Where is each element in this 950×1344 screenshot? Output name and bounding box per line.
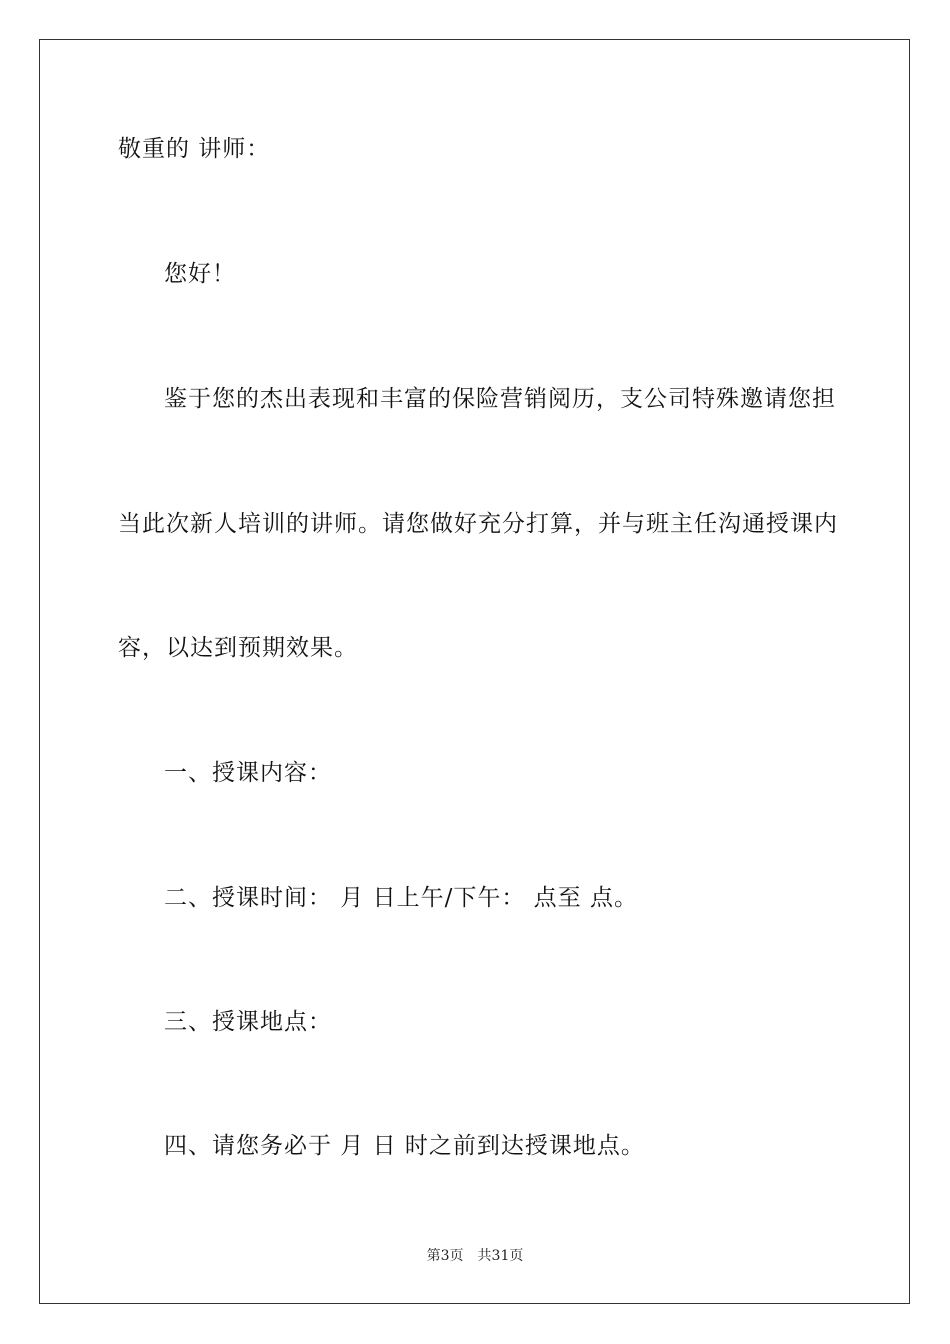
page-border xyxy=(39,39,910,1304)
body-line-3: 容，以达到预期效果。 xyxy=(118,635,358,661)
item-arrival-time: 四、请您务必于 月 日 时之前到达授课地点。 xyxy=(164,1133,645,1159)
item-course-content: 一、授课内容： xyxy=(164,760,332,786)
greeting: 您好！ xyxy=(164,261,236,287)
salutation: 敬重的 讲师： xyxy=(118,136,271,162)
page-footer xyxy=(0,1246,950,1266)
item-course-time: 二、授课时间： 月 日上午/下午： 点至 点。 xyxy=(164,885,638,911)
item-course-location: 三、授课地点： xyxy=(164,1009,332,1035)
body-line-1: 鉴于您的杰出表现和丰富的保险营销阅历，支公司特殊邀请您担 xyxy=(164,386,836,412)
page-number-current: 第3页 xyxy=(426,1248,464,1264)
page-number-total: 共31页 xyxy=(477,1248,524,1264)
body-line-2: 当此次新人培训的讲师。请您做好充分打算，并与班主任沟通授课内 xyxy=(118,511,838,537)
